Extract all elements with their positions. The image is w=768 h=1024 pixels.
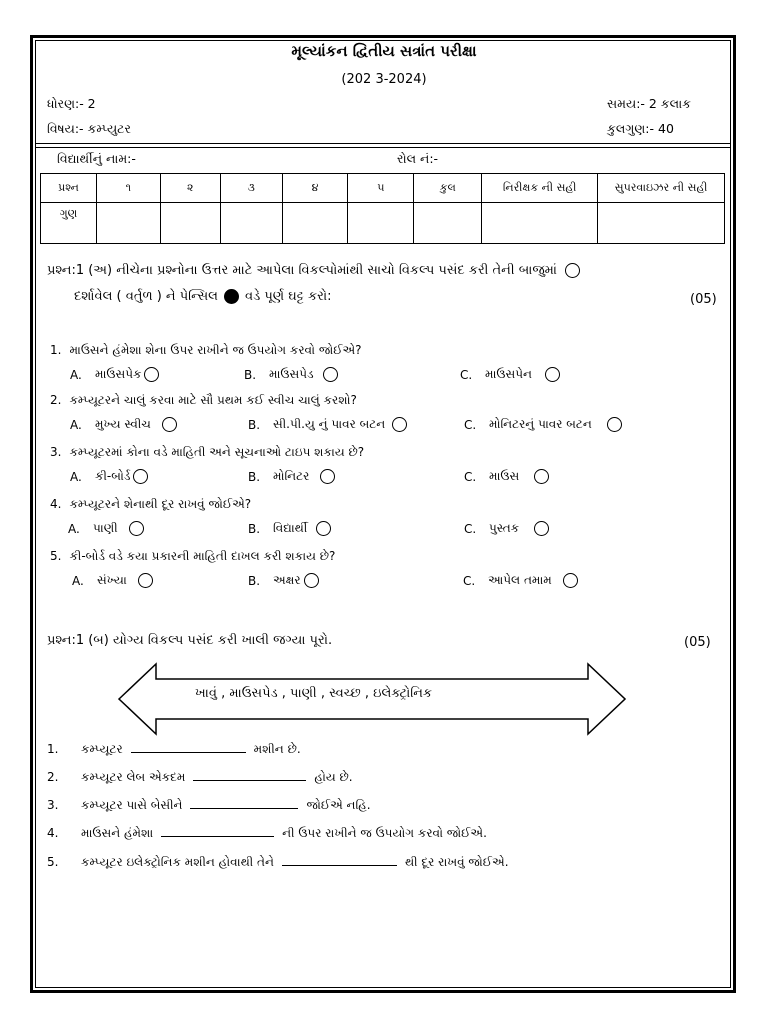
marks-header-cell: પ્રશ્ન [41, 174, 97, 203]
blank-line[interactable] [193, 779, 306, 781]
section-b-marks: (05) [684, 635, 711, 650]
question-text [50, 549, 335, 564]
marks-header-cell: ૩ [220, 174, 282, 203]
item-number: 4. [47, 826, 59, 840]
marks-entry-cell[interactable] [160, 203, 220, 244]
question-text [50, 445, 364, 460]
item-number: 3. [47, 798, 59, 812]
item-text-after: થી દૂર રાખવું જોઈએ. [404, 855, 509, 869]
option-label: માઉસ [489, 469, 520, 483]
answer-option[interactable] [248, 417, 407, 432]
item-number: 5. [47, 855, 59, 869]
option-letter: C. [460, 367, 473, 382]
answer-bubble-icon[interactable] [392, 417, 407, 432]
option-letter: B. [244, 367, 257, 382]
item-number: 1. [47, 742, 59, 756]
answer-option[interactable] [460, 367, 560, 382]
fill-blank-item [47, 855, 509, 870]
question-label: કમ્પ્યૂટરમાં કોના વડે માહિતી અને સૂચનાઓ ટાઇપ શકાય છે? [69, 445, 365, 459]
item-text-before: કમ્પ્યૂટર ઇલેક્ટ્રોનિક મશીન હોવાથી તેને [81, 855, 274, 869]
answer-option[interactable] [463, 573, 578, 588]
option-letter: B. [248, 521, 261, 536]
answer-option[interactable] [68, 521, 144, 536]
option-letter: B. [248, 573, 261, 588]
answer-bubble-icon[interactable] [545, 367, 560, 382]
filled-circle-icon [224, 289, 239, 304]
answer-bubble-icon[interactable] [304, 573, 319, 588]
answer-bubble-icon[interactable] [144, 367, 159, 382]
item-text-before: કમ્પ્યૂટર લેબ એકદમ [81, 770, 186, 784]
header-divider-2 [35, 147, 731, 148]
marks-entry-cell[interactable] [348, 203, 414, 244]
option-letter: A. [70, 469, 82, 484]
option-label: માઉસપેક [95, 367, 142, 381]
answer-option[interactable] [248, 521, 331, 536]
question-number: 3. [50, 445, 62, 459]
answer-option[interactable] [464, 521, 549, 536]
answer-bubble-icon[interactable] [316, 521, 331, 536]
item-text-after: હોય છે. [314, 770, 353, 784]
option-label: કી-બોર્ડ [95, 469, 131, 483]
option-letter: A. [68, 521, 80, 536]
option-label: પાણી [93, 521, 118, 535]
option-letter: C. [464, 417, 477, 432]
marks-entry-cell[interactable] [598, 203, 725, 244]
question-label: કમ્પ્યૂટરને ચાલું કરવા માટે સૌ પ્રથમ કઈ સ્વીચ ચાલું કરશો? [69, 393, 357, 407]
answer-option[interactable] [70, 469, 148, 484]
question-text [50, 343, 361, 358]
blank-line[interactable] [282, 864, 397, 866]
option-label: માઉસપેડ [269, 367, 314, 381]
marks-header-cell: ૨ [160, 174, 220, 203]
answer-option[interactable] [464, 469, 549, 484]
standard-label: ધોરણ:- 2 [47, 96, 96, 111]
blank-line[interactable] [161, 835, 274, 837]
option-letter: B. [248, 417, 261, 432]
answer-option[interactable] [464, 417, 622, 432]
item-text-before: કમ્પ્યૂટર [81, 742, 123, 756]
option-label: માઉસપેન [485, 367, 532, 381]
fill-blank-item [47, 770, 353, 785]
total-marks-label: કુલગુણ:- 40 [607, 121, 674, 136]
section-a-heading-line1: પ્રશ્ન:1 (અ) નીચેના પ્રશ્નોના ઉત્તર માટે આપેલા વિકલ્પોમાંથી સાચો વિકલ્પ પસંદ કરી તેની બાજુમાં [47, 263, 580, 278]
option-label: આપેલ તમામ [488, 573, 552, 587]
answer-option[interactable] [244, 367, 338, 382]
marks-entry-cell[interactable] [96, 203, 160, 244]
marks-header-cell: નિરીક્ષક ની સહી [482, 174, 598, 203]
option-letter: B. [248, 469, 261, 484]
marks-header-cell: સુપરવાઇઝર ની સહી [598, 174, 725, 203]
item-text-before: માઉસને હંમેશા [81, 826, 154, 840]
exam-title: મૂલ્યાંકન દ્વિતીય સત્રાંત પરીક્ષા [291, 42, 477, 60]
question-number: 5. [50, 549, 62, 563]
item-text-after: ની ઉપર રાખીને જ ઉપયોગ કરવો જોઈએ. [282, 826, 487, 840]
fill-blank-item [47, 826, 487, 841]
answer-bubble-icon[interactable] [133, 469, 148, 484]
answer-bubble-icon[interactable] [323, 367, 338, 382]
option-label: વિદ્યાર્થી [273, 521, 308, 535]
circle-icon [565, 263, 580, 278]
answer-bubble-icon[interactable] [129, 521, 144, 536]
question-label: કી-બોર્ડ વડે કયા પ્રકારની માહિતી દાખલ કરી શકાય છે? [69, 549, 336, 563]
marks-entry-cell[interactable] [282, 203, 348, 244]
answer-option[interactable] [72, 573, 153, 588]
answer-bubble-icon[interactable] [320, 469, 335, 484]
word-bank-text: ખાવું , માઉસપેડ , પાણી , સ્વચ્છ , ઇલેક્ટ્રોનિક [195, 686, 433, 701]
question-text [50, 393, 357, 408]
option-letter: C. [463, 573, 476, 588]
fill-blank-item [47, 742, 301, 757]
fill-blank-item [47, 798, 371, 813]
header-divider-1 [35, 143, 731, 144]
marks-table-header [41, 174, 725, 203]
roll-no-label: રોલ નં:- [397, 151, 439, 166]
section-b-heading: પ્રશ્ન:1 (બ) યોગ્ય વિકલ્પ પસંદ કરી ખાલી જગ્યા પૂરો. [47, 633, 333, 648]
marks-header-cell: ૧ [96, 174, 160, 203]
time-label: સમય:- 2 કલાક [607, 96, 691, 111]
item-text-after: જોઈએ નહિ. [306, 798, 371, 812]
option-label: સી.પી.યુ નું પાવર બટન [273, 417, 386, 431]
section-a-heading-line2: દર્શાવેલ ( વર્તુળ ) ને પેન્સિલ વડે પૂર્ણ ઘટ્ટ કરો: [74, 289, 332, 304]
item-text-before: કમ્પ્યૂટર પાસે બેસીને [81, 798, 183, 812]
blank-line[interactable] [131, 751, 246, 753]
marks-table-row [41, 203, 725, 244]
option-letter: C. [464, 521, 477, 536]
question-number: 4. [50, 497, 62, 511]
question-label: માઉસને હંમેશા શેના ઉપર રાખીને જ ઉપયોગ કરવો જોઈએ? [69, 343, 362, 357]
blank-line[interactable] [190, 807, 298, 809]
student-name-label: વિદ્યાર્થીનું નામ:- [57, 151, 136, 166]
question-text [50, 497, 251, 512]
marks-entry-cell[interactable] [482, 203, 598, 244]
section-a-marks: (05) [690, 292, 717, 307]
answer-bubble-icon[interactable] [534, 521, 549, 536]
option-letter: A. [70, 367, 82, 382]
option-letter: A. [70, 417, 82, 432]
option-label: સંખ્યા [97, 573, 127, 587]
marks-header-cell: ૫ [348, 174, 414, 203]
answer-option[interactable] [70, 417, 177, 432]
item-text-after: મશીન છે. [253, 742, 301, 756]
subject-label: વિષય:- કમ્પ્યુટર [47, 121, 131, 136]
option-letter: A. [72, 573, 84, 588]
option-letter: C. [464, 469, 477, 484]
answer-option[interactable] [248, 469, 335, 484]
marks-table [40, 173, 725, 244]
answer-option[interactable] [70, 367, 159, 382]
question-number: 1. [50, 343, 62, 357]
marks-entry-cell[interactable] [220, 203, 282, 244]
marks-header-cell: કુલ [414, 174, 482, 203]
marks-row-label: ગુણ [41, 203, 97, 244]
answer-bubble-icon[interactable] [534, 469, 549, 484]
exam-year: (202 3-2024) [341, 72, 427, 87]
question-number: 2. [50, 393, 62, 407]
answer-bubble-icon[interactable] [563, 573, 578, 588]
answer-bubble-icon[interactable] [607, 417, 622, 432]
answer-bubble-icon[interactable] [162, 417, 177, 432]
question-label: કમ્પ્યૂટરને શેનાથી દૂર રાખવું જોઈએ? [69, 497, 252, 511]
marks-header-cell: ૪ [282, 174, 348, 203]
item-number: 2. [47, 770, 59, 784]
answer-bubble-icon[interactable] [138, 573, 153, 588]
option-label: મોનિટર [273, 469, 310, 483]
option-label: મુખ્ય સ્વીચ [95, 417, 151, 431]
answer-option[interactable] [248, 573, 319, 588]
option-label: મોનિટરનું પાવર બટન [489, 417, 592, 431]
marks-entry-cell[interactable] [414, 203, 482, 244]
option-label: પુસ્તક [489, 521, 520, 535]
option-label: અક્ષર [273, 573, 301, 587]
